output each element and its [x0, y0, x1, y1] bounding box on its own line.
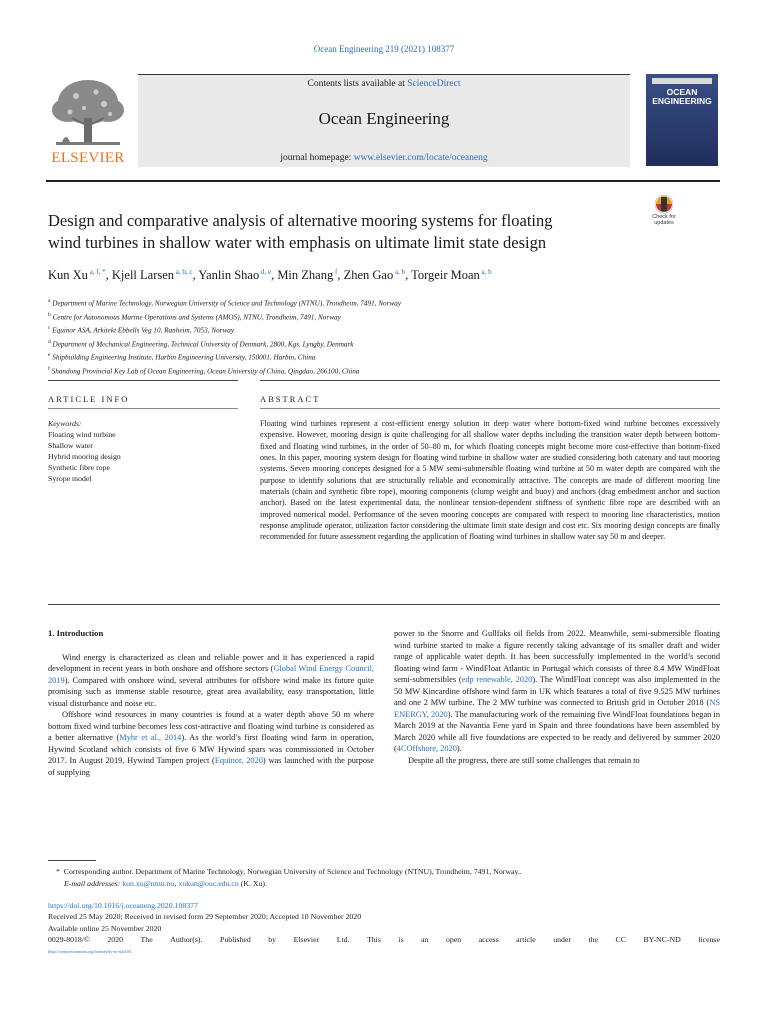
author-affiliation-marker[interactable]: d, e — [259, 268, 272, 276]
affiliation-item: $^f$ Shandong Provincial Key Lab of Ocean Engineering, Ocean University of China, Qingdao, 266100, China — [48, 365, 360, 376]
journal-name: Ocean Engineering — [318, 109, 450, 128]
affiliation-list — [48, 296, 728, 378]
affiliation-item: $^d$ Department of Mechanical Engineering, Technical University of Denmark, 2800, Kgs. Lyngby, Denmark — [48, 338, 354, 349]
citation-link[interactable]: edp renewable, 2020 — [461, 675, 533, 685]
sciencedirect-link[interactable]: ScienceDirect — [407, 79, 461, 89]
author-name: Zhen Gao — [343, 268, 394, 283]
author-list: Kun Xu $^{a, f, *}$, Kjell Larsen $^{a, b, c}$, Yanlin Shao $^{d, e}$, Min Zhang $^f$, Zhen Gao $^{a, b}$, Torgeir Moan $^{a, b}$ — [48, 268, 492, 283]
author-affiliation-marker[interactable]: f — [333, 268, 338, 276]
license-word: the — [588, 935, 599, 945]
journal-homepage-link[interactable]: www.elsevier.com/locate/oceaneng — [353, 153, 488, 163]
affiliation-item: $^b$ Centre for Autonomous Marine Operations and Systems (AMOS), NTNU, Trondheim, 7491, Norway — [48, 311, 341, 321]
contents-line: Contents lists available at ScienceDirect — [307, 79, 461, 89]
abstract-subrule — [260, 408, 720, 409]
license-word: an — [421, 935, 429, 945]
citation-link[interactable]: Global Wind Energy Council, 2019 — [48, 664, 374, 685]
info-rule — [48, 380, 238, 381]
info-subrule — [48, 408, 238, 409]
keyword-item: Hybrid mooring design — [48, 452, 121, 461]
license-word: Author(s). — [170, 935, 203, 945]
journal-homepage-line: journal homepage: www.elsevier.com/locate/oceaneng — [280, 153, 488, 163]
citation-link[interactable]: Equinor, 2020 — [214, 756, 263, 766]
author-affiliation-marker[interactable]: a, b, c — [174, 268, 193, 276]
received-dates: Received 25 May 2020; Received in revised form 29 September 2020; Accepted 10 November 2020 — [48, 912, 362, 922]
keywords-label: Keywords: — [48, 419, 82, 428]
article-title: Design and comparative analysis of alternative mooring systems for floating wind turbines in shallow water with emphasis on ultimate limit state design — [48, 211, 553, 252]
header-rule — [46, 180, 720, 182]
cover-title: OCEAN ENGINEERING — [652, 87, 712, 106]
author-name: Kjell Larsen — [111, 268, 175, 283]
affiliation-item: $^a$ Department of Marine Technology, Norwegian University of Science and Technology (NTNU), Trondheim, 7491, Norway — [48, 298, 402, 308]
corresponding-author-footnote: * Corresponding author. Department of Marine Technology, Norwegian University of Science and Technology (NTNU), Trondheim, 7491, Norway.. E-mail addresses: kun.xu@ntnu.no, xukun@ouc.edu.cn (K. Xu). — [56, 867, 522, 888]
license-word: 2020 — [107, 935, 123, 945]
abstract-text: Floating wind turbines represent a cost-efficient energy solution in deep water where bottom-fixed wind turbine becomes excessively expensive. However, mooring design is quite challenging for all shallow water depths including the transition water depth between bottom-fixed and floating wind turbines, in the order of 50–80 m, for which floating concepts might become more cost-effective than bottom-fixed ones. In this paper, mooring system design for floating wind turbine in shallow water are studied considering both catenary and taut mooring systems. Seven mooring concepts designed for a 5 MW semi-submersible floating wind turbine at 50 m water depth are compared with the purpose to identify solutions that are structurally reliable and economically attractive. The concepts are made of different mooring line materials (chain and synthetic fibre rope), mooring components (clump weight and buoy) and anchors (drag embedment anchor and suction anchor). Based on the latest experimental data, the nonlinear tension-dependent stiffness of synthetic fibre rope are described with an improved numerical model. Performance of the seven mooring concepts are compared with respect to mooring line characteristics, motion response amplitude operator, utilization factor considering the ultimate limit state design and cost etc. Six mooring design concepts are finally recommended for future assessment regarding the application of floating wind turbines in shallow water say 50 m and deeper. — [260, 419, 720, 542]
keyword-item: Shallow water — [48, 441, 93, 450]
journal-reference[interactable]: Ocean Engineering 219 (2021) 108377 — [313, 44, 455, 54]
citation-link[interactable]: 4COffshore, 2020 — [396, 744, 457, 754]
doi-link[interactable]: https://doi.org/10.1016/j.oceaneng.2020.108377 — [48, 901, 198, 910]
keywords-block — [48, 418, 238, 484]
intro-paragraph-2: Offshore wind resources in many countries is found at a water depth above 50 m where bottom fixed wind turbine becomes less cost-attractive and floating wind turbine is considered as a better alternative (Myhr et al., 2014). As the world’s first floating wind farm in operation, Hywind Scotland which consists of five 6 MW Hywind spars was commissioned in October 2017. In August 2019, Hywind Tampen project (Equinor, 2020) was launched with the purpose of supplying — [48, 710, 374, 778]
keyword-item: Synthetic fibre rope — [48, 463, 110, 472]
license-word: Elsevier — [293, 935, 320, 945]
license-word: article — [516, 935, 536, 945]
license-word: is — [398, 935, 404, 945]
abstract-heading: ABSTRACT — [260, 394, 321, 404]
intro-paragraph-4: Despite all the progress, there are still some challenges that remain to — [408, 756, 640, 766]
license-url-link[interactable]: (http://creativecommons.org/licenses/by-nc-nd/4.0/). — [48, 948, 133, 954]
license-word: under — [553, 935, 571, 945]
author-name: Kun Xu — [48, 268, 88, 283]
affiliation-item: $^c$ Equinor ASA, Arkitekt Ebbells Veg 10, Ranheim, 7053, Norway — [48, 325, 235, 335]
author-affiliation-marker[interactable]: a, b — [393, 268, 406, 276]
check-for-updates-label[interactable]: Check for updates — [652, 214, 676, 226]
author-affiliation-marker[interactable]: a, b — [479, 268, 492, 276]
author-affiliation-marker[interactable]: a, f, * — [87, 268, 106, 276]
license-word: open — [446, 935, 462, 945]
journal-cover-thumbnail — [646, 74, 718, 166]
license-word: Published — [219, 935, 251, 945]
license-line — [48, 934, 720, 945]
email-link[interactable]: xukun@ouc.edu.cn — [178, 879, 239, 888]
license-word: Ltd. — [336, 935, 350, 945]
email-link[interactable]: kun.xu@ntnu.no — [122, 879, 175, 888]
author-name: Yanlin Shao — [198, 268, 260, 283]
body-column-right — [394, 628, 720, 767]
cover-strip — [652, 78, 712, 84]
citation-link[interactable]: Myhr et al., 2014 — [119, 733, 182, 743]
license-word: license — [698, 935, 720, 945]
abstract-rule — [260, 380, 720, 381]
author-name: Min Zhang — [277, 268, 334, 283]
license-word: access — [478, 935, 499, 945]
license-word: by — [268, 935, 277, 945]
intro-paragraph-1: Wind energy is characterized as clean and reliable power and it has experienced a rapid development in recent years in both onshore and offshore sectors (Global Wind Energy Council, 2019). Compared with onshore wind, several attributes for offshore wind make its future quite promising such as immense stable resource, great area availability, easy transportation, little visual disturbance and noise etc. — [48, 652, 374, 708]
elsevier-wordmark: ELSEVIER — [51, 150, 125, 166]
license-word: This — [367, 935, 381, 945]
citation-link[interactable]: NS ENERGY, 2020 — [394, 698, 720, 719]
article-info-heading: ARTICLE INFO — [48, 394, 130, 404]
keyword-item: Floating wind turbine — [48, 430, 116, 439]
available-online: Available online 25 November 2020 — [48, 923, 162, 933]
affiliation-item: $^e$ Shipbuilding Engineering Institute, Harbin Engineering University, 150001, Harbin, China — [48, 352, 316, 362]
intro-paragraph-3: power to the Snorre and Gullfaks oil fields from 2022. Meanwhile, semi-submersible floating wind turbine started to make a figure recently taking advantage of its smaller draft and wider range of applicable water depth. It has been successfully implemented in the world’s second floating wind farm - WindFloat Atlantic in Portugal which consists of three 8.4 MW WindFloat semi-submersibles (edp renewable, 2020). The WindFloat concept was also implemented in the 50 MW Kincardine offshore wind farm in UK which features a total of five 9.525 MW turbines and one 2 MW turbine. The 2 MW turbine was connected to British grid in October 2018 (NS ENERGY, 2020). The manufacturing work of the remaining five WindFloat foundations began in March 2019 at the Navantia Fene yard in Spain and three foundations have been assembled by March 2020 while all five foundations are expected to be ready and delivered by summer 2020 (4COffshore, 2020). — [394, 629, 720, 754]
section-heading-introduction: 1. Introduction — [48, 628, 104, 638]
author-name: Torgeir Moan — [411, 268, 480, 283]
license-word: 0029-8018/© — [48, 935, 90, 945]
license-word: The — [140, 935, 153, 945]
body-column-left — [48, 628, 374, 779]
keyword-item: Syrope model — [48, 474, 92, 483]
abstract-bottom-rule — [48, 604, 720, 605]
license-word: CC — [615, 935, 626, 945]
license-word: BY-NC-ND — [643, 935, 681, 945]
footnote-rule — [48, 860, 96, 861]
journal-header-band — [138, 74, 630, 167]
publication-info — [48, 900, 720, 957]
